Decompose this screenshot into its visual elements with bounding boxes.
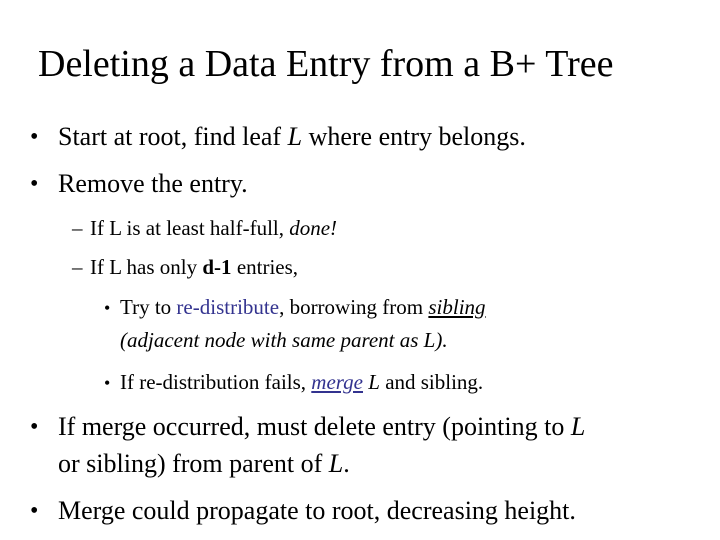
bullet-text: Remove the entry. [58, 169, 248, 198]
sibling-term: sibling [428, 295, 486, 319]
bullet-merge-occurred [30, 410, 720, 482]
bullet-text-line2: or sibling) from parent of L. [58, 449, 350, 478]
bullet-dot-icon: • [30, 171, 39, 197]
bullet-remove-entry [30, 167, 710, 201]
sub-sub-bullet-line2: (adjacent node with same parent as L). [120, 328, 448, 352]
sub-bullet-text: If L is at least half-full, done! [90, 216, 338, 240]
sub-sub-bullet-text: If re-distribution fails, merge L and sibling. [120, 370, 484, 394]
slide-title: Deleting a Data Entry from a B+ Tree [38, 43, 614, 85]
sub-sub-bullet-line1: Try to re-distribute, borrowing from sibling [120, 295, 486, 319]
bullet-propagate [30, 494, 720, 528]
bullet-start-at-root [30, 120, 710, 154]
sub-sub-bullet-redistribute [104, 292, 704, 356]
bullet-dot-icon: • [30, 124, 39, 150]
dash-marker: – [72, 216, 83, 240]
bullet-dot-icon: • [104, 298, 111, 318]
bullet-dot-icon: • [104, 373, 111, 393]
dash-marker: – [72, 255, 83, 279]
sub-sub-bullet-merge [104, 367, 704, 397]
redistribute-term: re-distribute [176, 295, 280, 319]
bullet-text: Merge could propagate to root, decreasing height. [58, 496, 576, 525]
bullet-text-line1: If merge occurred, must delete entry (pointing to L [58, 412, 586, 441]
bullet-dot-icon: • [30, 498, 39, 524]
bullet-text: Start at root, find leaf L where entry belongs. [58, 122, 526, 151]
sub-bullet-half-full [72, 213, 692, 243]
sub-bullet-text: If L has only d-1 entries, [90, 255, 299, 279]
bullet-dot-icon: • [30, 414, 39, 440]
sub-bullet-d-minus-1 [72, 252, 692, 282]
merge-term: merge [311, 370, 363, 394]
